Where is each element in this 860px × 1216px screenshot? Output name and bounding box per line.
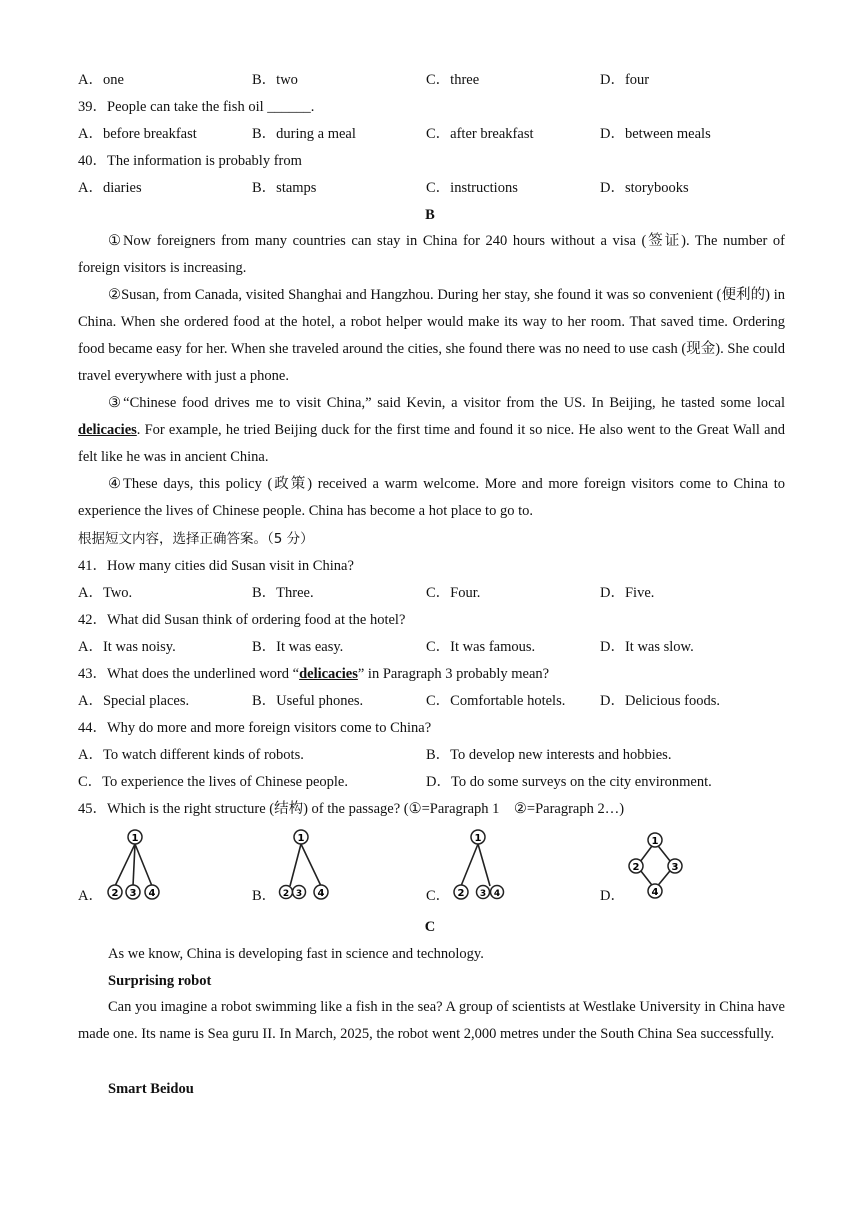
q40-option-b[interactable]: B．stamps: [252, 180, 317, 196]
q39-option-b[interactable]: B．during a meal: [252, 126, 356, 142]
section-b-instruction: 根据短文内容，选择正确答案。（5 分）: [78, 531, 314, 547]
q43-underlined-word: delicacies: [299, 666, 358, 682]
q38-option-d[interactable]: D．four: [600, 72, 650, 88]
q45-option-c[interactable]: C．: [426, 888, 451, 904]
q39-options: [78, 124, 785, 144]
node-label-1: 1: [474, 833, 482, 844]
q42-option-a[interactable]: A．It was noisy.: [78, 639, 176, 655]
q45-option-b[interactable]: B．: [252, 888, 277, 904]
node-label-1: 1: [297, 833, 305, 844]
q38-options: [78, 70, 785, 90]
p3-text-after: . For example, he tried Beijing duck for the first time and found it so nice. He also went to the Great Wall and felt like he was in ancient China.: [78, 422, 785, 465]
underlined-word-delicacies: delicacies: [78, 422, 137, 438]
q39-stem: 39．People can take the fish oil ______.: [78, 99, 315, 115]
section-c-heading: C: [424, 919, 436, 935]
section-b-paragraph-4: ④These days, this policy (政策) received a warm welcome. More and more foreign visitors come to China to experience the lives of Chinese people. China has become a hot place to go to.: [78, 476, 785, 519]
q44-option-b[interactable]: B．To develop new interests and hobbies.: [426, 747, 672, 763]
q45-option-d[interactable]: D．: [600, 888, 625, 904]
q42-options: [78, 637, 785, 657]
q41-stem: 41．How many cities did Susan visit in China?: [78, 558, 354, 574]
node-label-1: 1: [131, 833, 139, 844]
q43-option-b[interactable]: B．Useful phones.: [252, 693, 364, 709]
node-label-4: 4: [148, 888, 156, 899]
node-label-4: 4: [317, 888, 325, 899]
q38-option-b[interactable]: B．two: [252, 72, 298, 88]
q39-option-d[interactable]: D．between meals: [600, 126, 711, 142]
section-b-heading: B: [425, 207, 435, 223]
q39-option-a[interactable]: A．before breakfast: [78, 126, 197, 142]
section-c-title-smart-beidou: Smart Beidou: [108, 1081, 194, 1097]
q40-option-c[interactable]: C．instructions: [426, 180, 518, 196]
q40-option-d[interactable]: D．storybooks: [600, 180, 689, 196]
section-c-intro: As we know, China is developing fast in science and technology.: [108, 946, 484, 962]
section-c-paragraph-1: Can you imagine a robot swimming like a fish in the sea? A group of scientists at Westlake University in China have made one. Its name is Sea guru II. In March, 2025, the robot went 2,000 metres under the South China Sea successfully.: [78, 999, 785, 1042]
node-label-3: 3: [671, 862, 679, 873]
node-label-4: 4: [651, 887, 659, 898]
q40-options: [78, 178, 785, 198]
structure-diagram-c[interactable]: [450, 826, 514, 902]
q41-option-a[interactable]: A．Two.: [78, 585, 133, 601]
q41-option-c[interactable]: C．Four.: [426, 585, 481, 601]
section-b-paragraph-2: ②Susan, from Canada, visited Shanghai and Hangzhou. During her stay, she found it was so convenient (便利的) in China. When she ordered food at the hotel, a robot helper would make its way to her room. That saved time. Ordering food became easy for her. When she traveled around the cities, she found there was no need to use cash (现金). She could travel everywhere with just a phone.: [78, 287, 785, 384]
p3-text-before: ③“Chinese food drives me to visit China,” said Kevin, a visitor from the US. In Beijing, he tasted some local: [108, 395, 785, 411]
node-label-3: 3: [129, 888, 137, 899]
q43-stem-after: ” in Paragraph 3 probably mean?: [357, 666, 550, 682]
node-label-2: 2: [111, 888, 119, 899]
structure-diagram-a[interactable]: [102, 826, 166, 902]
node-label-3: 3: [479, 889, 487, 899]
q41-option-d[interactable]: D．Five.: [600, 585, 655, 601]
q40-stem: 40．The information is probably from: [78, 153, 302, 169]
section-c-title-surprising-robot: Surprising robot: [108, 973, 212, 989]
q44-stem: 44．Why do more and more foreign visitors come to China?: [78, 720, 432, 736]
q40-option-a[interactable]: A．diaries: [78, 180, 142, 196]
q42-option-c[interactable]: C．It was famous.: [426, 639, 536, 655]
q44-options-row-2: [78, 772, 785, 792]
q43-option-c[interactable]: C．Comfortable hotels.: [426, 693, 566, 709]
node-label-2: 2: [457, 888, 465, 899]
structure-diagram-d[interactable]: [622, 826, 686, 902]
q44-option-d[interactable]: D．To do some surveys on the city environment.: [426, 774, 712, 790]
q45-option-a[interactable]: A．: [78, 888, 103, 904]
q43-option-d[interactable]: D．Delicious foods.: [600, 693, 721, 709]
q42-option-d[interactable]: D．It was slow.: [600, 639, 694, 655]
node-label-2: 2: [632, 862, 640, 873]
q43-options: [78, 691, 785, 711]
q44-options-row-1: [78, 745, 785, 765]
q42-option-b[interactable]: B．It was easy.: [252, 639, 344, 655]
q42-stem: 42．What did Susan think of ordering food at the hotel?: [78, 612, 406, 628]
node-label-4: 4: [493, 889, 501, 899]
node-label-1: 1: [651, 836, 659, 847]
q43-option-a[interactable]: A．Special places.: [78, 693, 190, 709]
q43-stem-before: 43．What does the underlined word “: [78, 666, 300, 682]
q39-option-c[interactable]: C．after breakfast: [426, 126, 534, 142]
q41-option-b[interactable]: B．Three.: [252, 585, 314, 601]
q44-option-a[interactable]: A．To watch different kinds of robots.: [78, 747, 304, 763]
q44-option-c[interactable]: C．To experience the lives of Chinese people.: [78, 774, 348, 790]
section-b-paragraph-1: ①Now foreigners from many countries can stay in China for 240 hours without a visa (签证). The number of foreign visitors is increasing.: [78, 233, 785, 276]
node-label-2: 2: [282, 889, 290, 899]
q38-option-a[interactable]: A．one: [78, 72, 124, 88]
q38-option-c[interactable]: C．three: [426, 72, 480, 88]
node-label-3: 3: [295, 889, 303, 899]
q41-options: [78, 583, 785, 603]
q43-stem: [78, 664, 785, 684]
structure-diagram-b[interactable]: [276, 826, 340, 902]
q45-stem: 45．Which is the right structure (结构) of the passage? (①=Paragraph 1 ②=Paragraph 2…): [78, 801, 625, 817]
section-b-paragraph-3: [78, 390, 785, 471]
